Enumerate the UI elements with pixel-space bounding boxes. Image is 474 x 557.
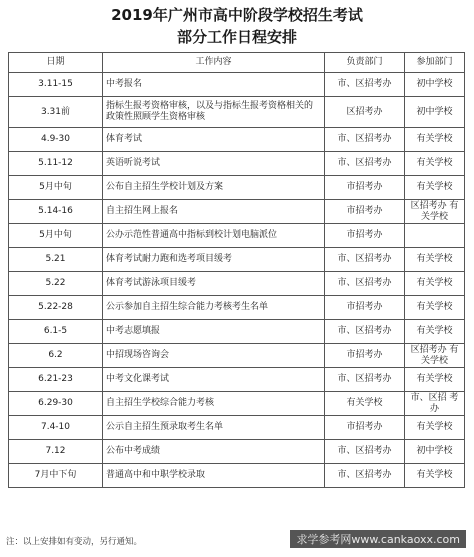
header-dept: 负责部门	[325, 53, 405, 73]
cell-dept: 市、区招考办	[325, 248, 405, 272]
cell-part: 有关学校	[405, 416, 465, 440]
cell-part	[405, 224, 465, 248]
watermark: 求学参考网www.cankaoxx.com	[290, 530, 466, 548]
cell-date: 5月中旬	[9, 176, 103, 200]
cell-dept: 市、区招考办	[325, 272, 405, 296]
cell-part: 有关学校	[405, 320, 465, 344]
cell-dept: 市、区招考办	[325, 320, 405, 344]
cell-work: 英语听说考试	[103, 152, 325, 176]
table-row	[9, 128, 465, 152]
cell-date: 6.21-23	[9, 368, 103, 392]
cell-dept: 市、区招考办	[325, 464, 405, 488]
table-row	[9, 272, 465, 296]
cell-date: 3.11-15	[9, 73, 103, 97]
cell-dept: 市招考办	[325, 416, 405, 440]
cell-date: 5.22	[9, 272, 103, 296]
table-row	[9, 320, 465, 344]
cell-dept: 市、区招考办	[325, 128, 405, 152]
cell-part: 有关学校	[405, 128, 465, 152]
header-part: 参加部门	[405, 53, 465, 73]
cell-part: 有关学校	[405, 152, 465, 176]
cell-work: 体育考试游泳项目缓考	[103, 272, 325, 296]
cell-work: 自主招生网上报名	[103, 200, 325, 224]
cell-work: 公办示范性普通高中指标到校计划电脑派位	[103, 224, 325, 248]
cell-date: 5.14-16	[9, 200, 103, 224]
cell-part: 有关学校	[405, 368, 465, 392]
table-row	[9, 464, 465, 488]
cell-dept: 有关学校	[325, 392, 405, 416]
cell-work: 指标生报考资格审核，以及与指标生报考资格相关的政策性照顾学生资格审核	[103, 97, 325, 128]
cell-date: 6.1-5	[9, 320, 103, 344]
cell-work: 公布中考成绩	[103, 440, 325, 464]
cell-date: 7.12	[9, 440, 103, 464]
table-row	[9, 296, 465, 320]
cell-part: 有关学校	[405, 296, 465, 320]
cell-part: 有关学校	[405, 248, 465, 272]
table-row	[9, 368, 465, 392]
cell-part: 有关学校	[405, 272, 465, 296]
table-row	[9, 176, 465, 200]
table-row	[9, 416, 465, 440]
table-row	[9, 248, 465, 272]
cell-work: 公示参加自主招生综合能力考核考生名单	[103, 296, 325, 320]
cell-work: 体育考试耐力跑和选考项目缓考	[103, 248, 325, 272]
table-row	[9, 392, 465, 416]
cell-part: 初中学校	[405, 97, 465, 128]
cell-work: 公布自主招生学校计划及方案	[103, 176, 325, 200]
cell-work: 公示自主招生预录取考生名单	[103, 416, 325, 440]
table-row	[9, 344, 465, 368]
page-title: 2019年广州市高中阶段学校招生考试	[111, 6, 363, 24]
table-header-row	[9, 53, 465, 73]
cell-dept: 市招考办	[325, 344, 405, 368]
table-row	[9, 200, 465, 224]
table-row	[9, 224, 465, 248]
page-subtitle: 部分工作日程安排	[176, 28, 297, 46]
cell-dept: 市、区招考办	[325, 440, 405, 464]
cell-dept: 市、区招考办	[325, 368, 405, 392]
header-work: 工作内容	[103, 53, 325, 73]
cell-part: 区招考办 有关学校	[405, 200, 465, 224]
table-row	[9, 97, 465, 128]
cell-date: 5月中旬	[9, 224, 103, 248]
cell-date: 7.4-10	[9, 416, 103, 440]
cell-part: 区招考办 有关学校	[405, 344, 465, 368]
cell-dept: 市招考办	[325, 176, 405, 200]
cell-work: 中招现场咨询会	[103, 344, 325, 368]
cell-dept: 市、区招考办	[325, 152, 405, 176]
cell-work: 中考报名	[103, 73, 325, 97]
table-row	[9, 73, 465, 97]
cell-part: 初中学校	[405, 73, 465, 97]
footnote: 注：以上安排如有变动，另行通知。	[6, 537, 143, 547]
cell-dept: 区招考办	[325, 97, 405, 128]
cell-date: 5.22-28	[9, 296, 103, 320]
cell-date: 7月中下旬	[9, 464, 103, 488]
table-row	[9, 440, 465, 464]
cell-dept: 市招考办	[325, 224, 405, 248]
cell-date: 6.29-30	[9, 392, 103, 416]
cell-work: 中考文化课考试	[103, 368, 325, 392]
cell-date: 5.21	[9, 248, 103, 272]
cell-dept: 市招考办	[325, 200, 405, 224]
cell-part: 初中学校	[405, 440, 465, 464]
cell-work: 中考志愿填报	[103, 320, 325, 344]
cell-date: 4.9-30	[9, 128, 103, 152]
cell-date: 6.2	[9, 344, 103, 368]
cell-part: 市、区招 考办	[405, 392, 465, 416]
schedule-table	[8, 52, 465, 488]
cell-work: 体育考试	[103, 128, 325, 152]
cell-dept: 市招考办	[325, 296, 405, 320]
cell-part: 有关学校	[405, 464, 465, 488]
cell-date: 3.31前	[9, 97, 103, 128]
cell-part: 有关学校	[405, 176, 465, 200]
cell-work: 自主招生学校综合能力考核	[103, 392, 325, 416]
table-body	[9, 73, 465, 488]
cell-work: 普通高中和中职学校录取	[103, 464, 325, 488]
header-date: 日期	[9, 53, 103, 73]
cell-dept: 市、区招考办	[325, 73, 405, 97]
cell-date: 5.11-12	[9, 152, 103, 176]
table-row	[9, 152, 465, 176]
